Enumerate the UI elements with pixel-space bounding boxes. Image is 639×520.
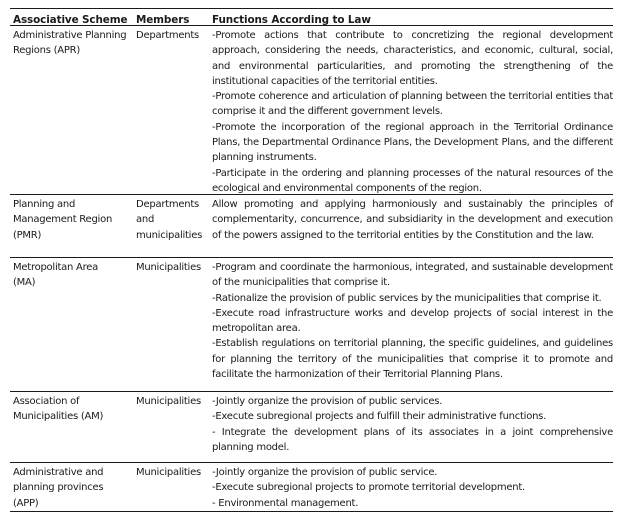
table-header	[10, 8, 613, 26]
function-item: -Execute subregional projects to promote territorial development.	[212, 482, 525, 494]
table-row	[10, 195, 613, 258]
functions-cell	[212, 28, 613, 196]
associative-schemes-table	[10, 8, 613, 512]
function-item: -Participate in the ordering and planning processes of the natural resources of the ecological and environmental components of the region.	[212, 167, 613, 194]
function-item: -Jointly organize the provision of public service.	[212, 467, 438, 478]
function-item: -Promote the incorporation of the regional approach in the Territorial Ordinance Plans, the Departmental Ordinance Plans, the Development Plans, and the different planning instruments.	[212, 121, 613, 164]
functions-cell	[212, 465, 613, 511]
function-item: -Promote actions that contribute to concretizing the regional development approach, considering the needs, characteristics, and economic, cultural, social, and environmental particularities, and promoting the strengthening of the institutional capacities of the territorial entities.	[212, 30, 613, 87]
table-row	[10, 258, 613, 392]
function-item: - Integrate the development plans of its associates in a joint comprehensive planning model.	[212, 426, 613, 453]
members-cell: Departments and municipalities	[136, 199, 203, 241]
function-item: Allow promoting and applying harmoniously and sustainably the principles of complementarity, concurrence, and subsidiarity in the development and execution of the powers assigned to the territorial entities by the Constitution and the law.	[212, 199, 613, 241]
function-item: -Execute road infrastructure works and develop projects of social interest in the metropolitan area.	[212, 307, 613, 335]
table-row	[10, 463, 613, 512]
functions-cell	[212, 197, 613, 243]
function-item: -Execute subregional projects and fulfill their administrative functions.	[212, 411, 547, 423]
header-members: Members	[136, 13, 190, 26]
scheme-cell: Administrative and planning provinces (APP)	[13, 467, 104, 509]
function-item: -Promote coherence and articulation of planning between the territorial entities that comprise it and the different government levels.	[212, 91, 613, 118]
header-associative-scheme: Associative Scheme	[13, 13, 128, 26]
functions-cell	[212, 394, 613, 455]
functions-cell	[212, 260, 613, 382]
scheme-cell: Administrative Planning Regions (APR)	[13, 30, 127, 57]
function-item: - Environmental management.	[212, 497, 359, 509]
members-cell: Municipalities	[136, 396, 201, 407]
table-row	[10, 26, 613, 195]
scheme-cell: Metropolitan Area (MA)	[13, 262, 99, 289]
function-item: -Establish regulations on territorial planning, the specific guidelines, and guidelines for planning the territory of the municipalities that comprise it to promote and facilitate the harmonization of their Territorial Planning Plans.	[212, 338, 613, 381]
function-item: -Program and coordinate the harmonious, integrated, and sustainable development of the municipalities that comprise it.	[212, 262, 613, 289]
function-item: -Rationalize the provision of public services by the municipalities that comprise it.	[212, 292, 602, 304]
header-functions: Functions According to Law	[212, 13, 371, 26]
table-row	[10, 392, 613, 463]
members-cell: Municipalities	[136, 467, 201, 478]
scheme-cell: Planning and Management Region (PMR)	[13, 199, 113, 241]
scheme-cell: Association of Municipalities (AM)	[13, 396, 104, 423]
members-cell: Municipalities	[136, 262, 201, 273]
members-cell: Departments	[136, 30, 199, 41]
function-item: -Jointly organize the provision of public services.	[212, 396, 443, 407]
